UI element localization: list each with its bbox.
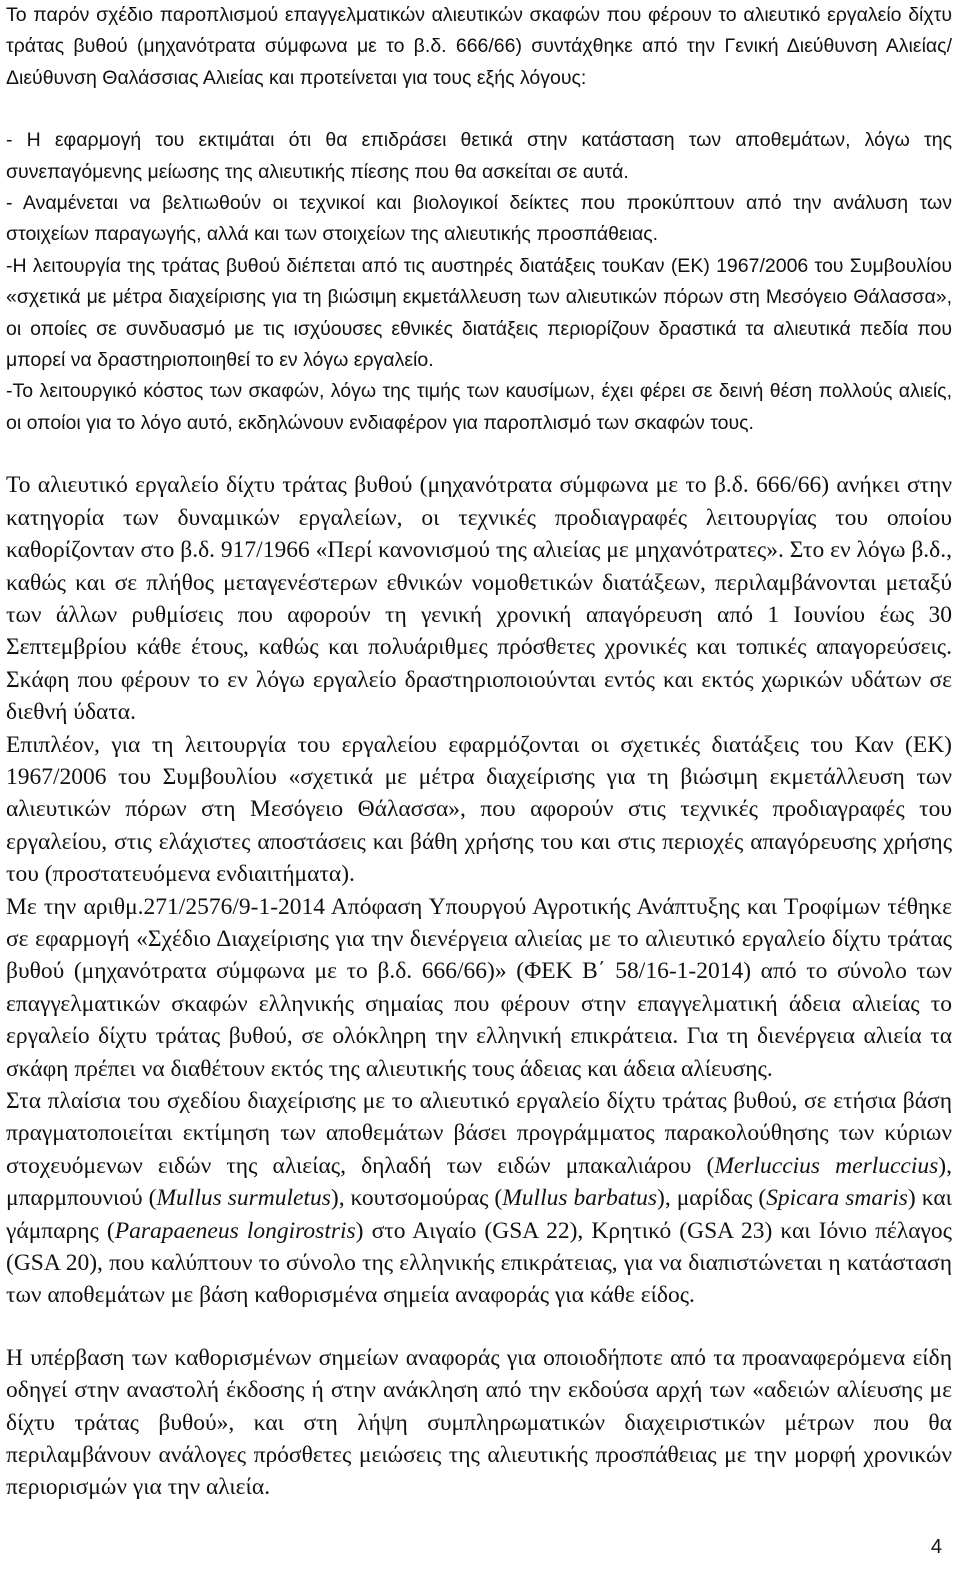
species-name: Spicara smaris	[766, 1185, 908, 1212]
plan-text: ), κουτσομούρας (	[330, 1185, 503, 1212]
spacer	[6, 1312, 952, 1342]
plan-text: ) στο Αιγαίο (GSA 22), Κρητικό (GSA 23) και Ιόνιο πέλαγος (GSA 20), που καλύπτουν το σύνολο της ελληνικής επικράτειας, για να διαπιστώνεται η κατάσταση των αποθεμάτων με βάση καθορισμένα σημεία αναφοράς για κάθε είδος.	[6, 1217, 952, 1309]
species-name: Mullus barbatus	[502, 1185, 658, 1212]
spacer	[6, 439, 952, 469]
management-plan-paragraph	[6, 1085, 952, 1312]
exceedance-paragraph: Η υπέρβαση των καθορισμένων σημείων αναφοράς για οποιοδήποτε από τα προαναφερόμενα είδη οδηγεί στην αναστολή έκδοσης ή στην ανάκληση από την εκδούσα αρχή των «αδειών αλίευσης με δίχτυ τράτας βυθού», και στη λήψη συμπληρωματικών διαχειριστικών μέτρων που θα περιλαμβάνουν ανάλογες πρόσθετες μειώσεις της αλιευτικής προσπάθειας με την μορφή χρονικών περιορισμών για την αλιεία.	[6, 1344, 952, 1501]
reason-item: - Αναμένεται να βελτιωθούν οι τεχνικοί και βιολογικοί δείκτες που προκύπτουν από την ανάλυση των στοιχείων παραγωγής, αλλά και των στοιχείων της αλιευτικής προσπάθειας.	[6, 192, 952, 246]
species-name: Merluccius merluccius	[714, 1152, 939, 1179]
species-name: Mullus surmuletus	[156, 1185, 331, 1212]
plan-text: ) και γάμπαρης (	[6, 1185, 952, 1244]
plan-text: Στα πλαίσια του σχεδίου διαχείρισης με το αλιευτικό εργαλείο δίχτυ τράτας βυθού, σε ετήσια βάση πραγματοποιείται εκτίμηση των αποθεμάτων βάσει προγράμματος παρακολούθησης των κύριων στοχευόμενων ειδών της αλιείας, δηλαδή των ειδών μπακαλιάρου (	[6, 1088, 952, 1179]
reason-item: -Το λειτουργικό κόστος των σκαφών, λόγω της τιμής των καυσίμων, έχει φέρει σε δεινή θέση πολλούς αλιείς, οι οποίοι για το λόγο αυτό, εκδηλώνουν ενδιαφέρον για παροπλισμό των σκαφών τους.	[6, 380, 952, 434]
document-page	[6, 0, 952, 1504]
plan-text: ), μπαρμπουνιού (	[6, 1152, 952, 1212]
reason-item: -Η λειτουργία της τράτας βυθού διέπεται από τις αυστηρές διατάξεις τουΚαν (ΕΚ) 1967/2006 του Συμβουλίου «σχετικά με μέτρα διαχείρισης για τη βιώσιμη εκμετάλλευση των αλιευτικών πόρων στη Μεσόγειο Θάλασσα», οι οποίες σε συνδυασμό με τις ισχύουσες εθνικές διατάξεις περιορίζουν δραστικά τα αλιευτικά πεδία που μπορεί να δραστηριοποιηθεί το εν λόγω εργαλείο.	[6, 254, 952, 372]
reason-item: - Η εφαρμογή του εκτιμάται ότι θα επιδράσει θετικά στην κατάσταση των αποθεμάτων, λόγω της συνεπαγόμενης μείωσης της αλιευτικής πίεσης που θα ασκείται σε αυτά.	[6, 129, 952, 183]
page-number: 4	[930, 1536, 942, 1558]
gear-paragraph: Το αλιευτικό εργαλείο δίχτυ τράτας βυθού (μηχανότρατα σύμφωνα με το β.δ. 666/66) ανήκει στην κατηγορία των δυναμικών εργαλείων, οι τεχνικές προδιαγραφές λειτουργίας του οποίου καθορίζονταν στο β.δ. 917/1966 «Περί κανονισμού της αλιείας με μηχανότρατες». Στο εν λόγω β.δ., καθώς και σε πλήθος μεταγενέστερων εθνικών νομοθετικών διατάξεων, περιλαμβάνονται μεταξύ των άλλων ρυθμίσεις που αφορούν τη γενική χρονική απαγόρευση από 1 Ιουνίου έως 30 Σεπτεμβρίου κάθε έτους, καθώς και πολυάριθμες πρόσθετες χρονικές και τοπικές απαγορεύσεις. Σκάφη που φέρουν το εν λόγω εργαλείο δραστηριοποιούνται εντός και εκτός χωρικών υδάτων σε διεθνή ύδατα.	[6, 472, 952, 726]
intro-paragraph: Το παρόν σχέδιο παροπλισμού επαγγελματικών αλιευτικών σκαφών που φέρουν το αλιευτικό εργαλείο δίχτυ τράτας βυθού (μηχανότρατα σύμφωνα με το β.δ. 666/66) συντάχθηκε από την Γενική Διεύθυνση Αλιείας/Διεύθυνση Θαλάσσιας Αλιείας και προτείνεται για τους εξής λόγους:	[6, 4, 952, 89]
species-name: Parapaeneus longirostris	[114, 1217, 356, 1244]
regulation-paragraph: Επιπλέον, για τη λειτουργία του εργαλείου εφαρμόζονται οι σχετικές διατάξεις του Καν (ΕΚ) 1967/2006 του Συμβουλίου «σχετικά με μέτρα διαχείρισης για τη βιώσιμη εκμετάλλευση των αλιευτικών πόρων στη Μεσόγειο Θάλασσα», που αφορούν στις τεχνικές προδιαγραφές του εργαλείου, στις ελάχιστες αποστάσεις και βάθη χρήσης του και στις περιοχές απαγόρευσης χρήσης του (προστατευόμενα ενδιαιτήματα).	[6, 731, 952, 888]
decision-paragraph: Με την αριθμ.271/2576/9-1-2014 Απόφαση Υπουργού Αγροτικής Ανάπτυξης και Τροφίμων τέθηκε σε εφαρμογή «Σχέδιο Διαχείρισης για την διενέργεια αλιείας με το αλιευτικό εργαλείο δίχτυ τράτας βυθού (μηχανότρατα σύμφωνα με το β.δ. 666/66)» (ΦΕΚ Β΄ 58/16-1-2014) από το σύνολο των επαγγελματικών σκαφών ελληνικής σημαίας που φέρουν στην επαγγελματική άδεια αλιείας το εργαλείο δίχτυ τράτας βυθού, σε ολόκληρη την ελληνική επικράτεια. Για τη διενέργεια αλιεία τα σκάφη πρέπει να διαθέτουν εκτός της αλιευτικής τους άδειας και άδεια αλίευσης.	[6, 893, 952, 1082]
reasons-list	[6, 125, 952, 439]
plan-text: ), μαρίδας (	[657, 1185, 767, 1212]
spacer	[6, 94, 952, 125]
